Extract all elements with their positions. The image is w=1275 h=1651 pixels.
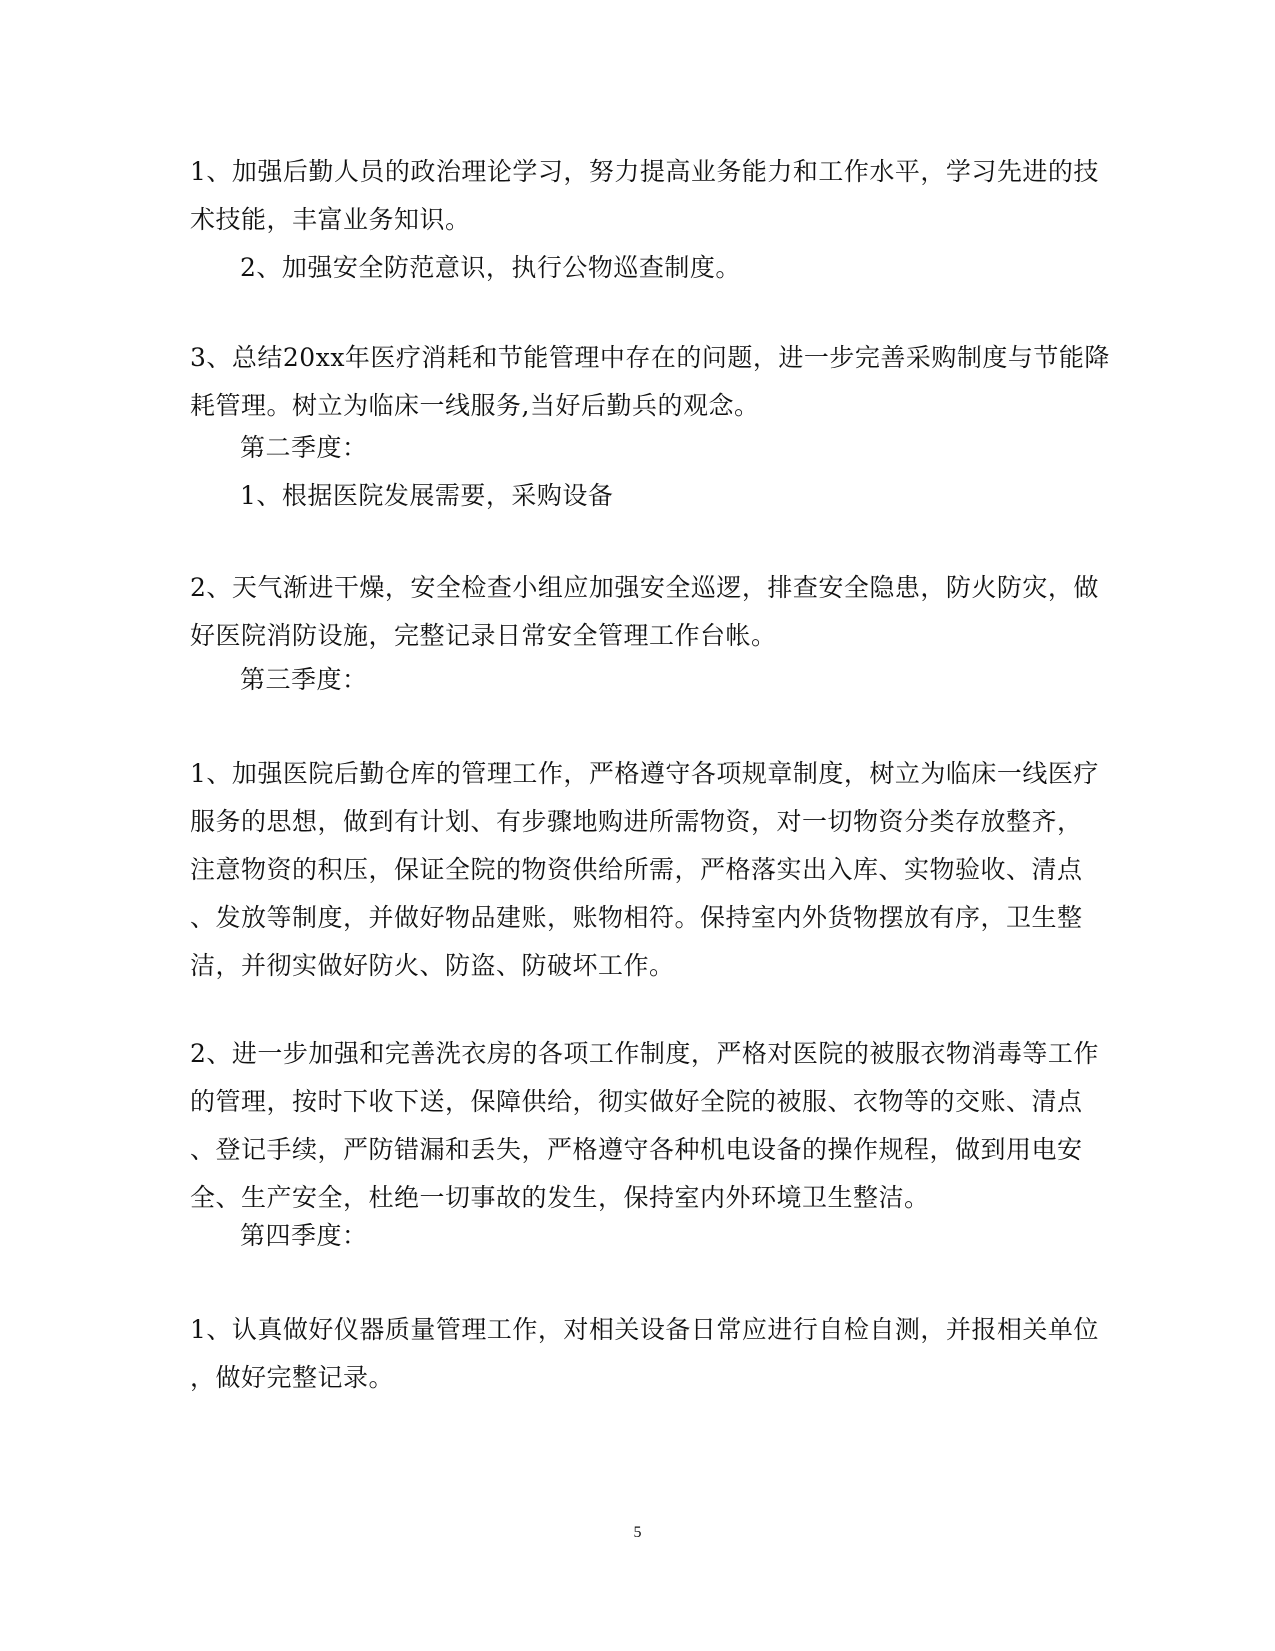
text-line: ，做好完整记录。 [190,1363,395,1392]
text-line: 1、认真做好仪器质量管理工作，对相关设备日常应进行自检自测，并报相关单位 [190,1315,1099,1344]
text-line: 耗管理。树立为临床一线服务,当好后勤兵的观念。 [190,391,760,420]
section-heading-q4: 第四季度： [240,1221,368,1250]
paragraph-q2-item-1: 1、根据医院发展需要，采购设备 [240,481,614,510]
section-heading-q2: 第二季度： [240,433,368,462]
text-line: 好医院消防设施，完整记录日常安全管理工作台帐。 [190,621,777,650]
paragraph-item-2-safety-awareness: 2、加强安全防范意识，执行公物巡查制度。 [240,253,741,282]
text-line: 的管理，按时下收下送，保障供给，彻实做好全院的被服、衣物等的交账、清点 [190,1087,1083,1116]
paragraph-q4-item-1 [190,1306,1099,1402]
page-number: 5 [633,1524,642,1541]
text-line: 1、加强医院后勤仓库的管理工作，严格遵守各项规章制度，树立为临床一线医疗 [190,759,1099,788]
text-line: 、发放等制度，并做好物品建账，账物相符。保持室内外货物摆放有序，卫生整 [190,903,1083,932]
text-line: 洁，并彻实做好防火、防盗、防破坏工作。 [190,951,675,980]
text-line: 2、天气渐进干燥，安全检查小组应加强安全巡逻，排查安全隐患，防火防灾，做 [190,573,1099,602]
paragraph-item-1-logistics-study [190,148,1099,244]
text-line: 、登记手续，严防错漏和丢失，严格遵守各种机电设备的操作规程，做到用电安 [190,1135,1083,1164]
text-line: 2、进一步加强和完善洗衣房的各项工作制度，严格对医院的被服衣物消毒等工作 [190,1039,1099,1068]
paragraph-q2-item-2 [190,564,1099,660]
text-line: 全、生产安全，杜绝一切事故的发生，保持室内外环境卫生整洁。 [190,1183,930,1212]
paragraph-item-3-summary [190,334,1110,430]
paragraph-q3-item-1 [190,750,1099,990]
text-line: 服务的思想，做到有计划、有步骤地购进所需物资，对一切物资分类存放整齐， [190,807,1083,836]
section-heading-q3: 第三季度： [240,665,368,694]
text-line: 注意物资的积压，保证全院的物资供给所需，严格落实出入库、实物验收、清点 [190,855,1083,884]
text-line: 3、总结20xx年医疗消耗和节能管理中存在的问题，进一步完善采购制度与节能降 [190,343,1110,372]
paragraph-q3-item-2 [190,1030,1099,1222]
text-line: 1、加强后勤人员的政治理论学习，努力提高业务能力和工作水平，学习先进的技 [190,157,1099,186]
text-line: 术技能，丰富业务知识。 [190,205,471,234]
